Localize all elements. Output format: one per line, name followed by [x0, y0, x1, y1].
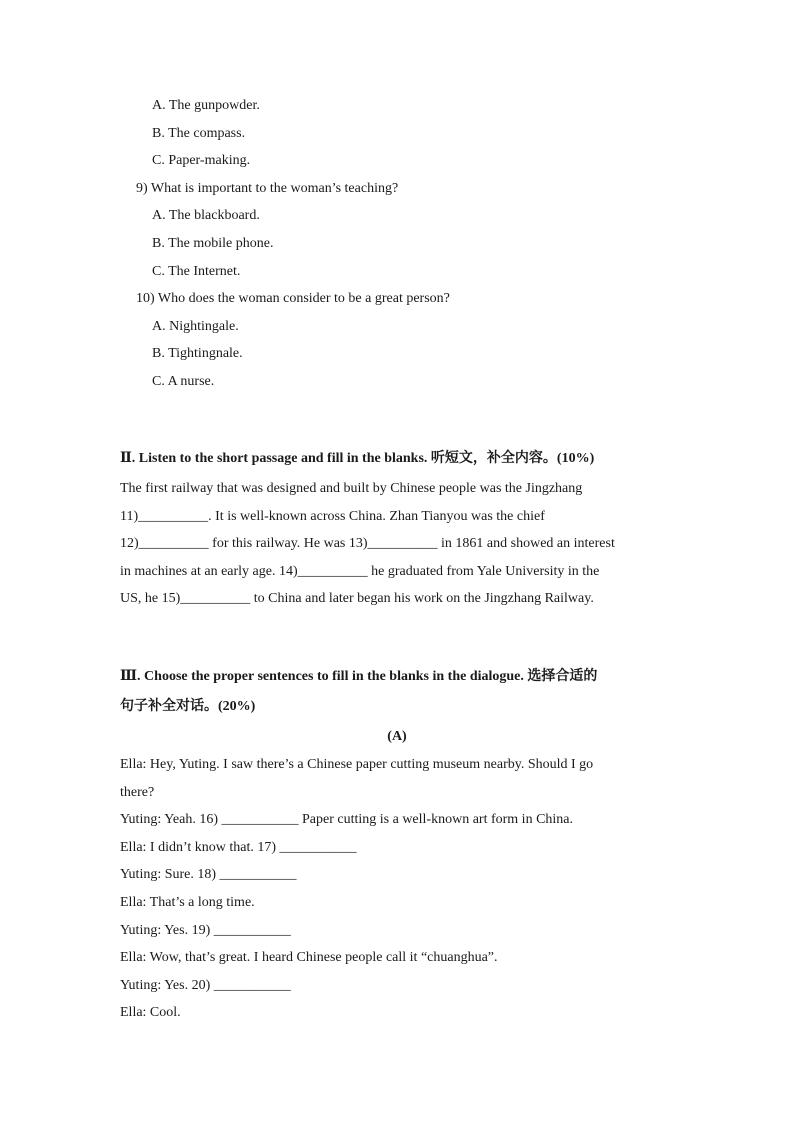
q8-option-a: A. The gunpowder.	[152, 98, 260, 113]
q9-option-c: C. The Internet.	[152, 264, 241, 279]
dialogue-line: Yuting: Yes. 20) ___________	[120, 978, 291, 993]
dialogue-line: Ella: Hey, Yuting. I saw there’s a Chinese paper cutting museum nearby. Should I go	[120, 757, 594, 772]
section2-passage-line: in machines at an early age. 14)__________ he graduated from Yale University in the	[120, 564, 600, 579]
section2-heading: Ⅱ. Listen to the short passage and fill in the blanks. 听短文，补全内容。(10%)	[120, 451, 595, 466]
section2-passage-line: US, he 15)__________ to China and later began his work on the Jingzhang Railway.	[120, 591, 594, 606]
section2-passage-line: The first railway that was designed and built by Chinese people was the Jingzhang	[120, 481, 583, 496]
dialogue-line: Yuting: Sure. 18) ___________	[120, 867, 297, 882]
q10-option-c: C. A nurse.	[152, 374, 215, 389]
q8-option-b: B. The compass.	[152, 126, 246, 141]
dialogue-a-label: (A)	[387, 729, 407, 744]
section3-heading-cont: 句子补全对话。(20%)	[120, 699, 256, 714]
q9-option-b: B. The mobile phone.	[152, 236, 274, 251]
dialogue-line: Yuting: Yeah. 16) ___________ Paper cutting is a well-known art form in China.	[120, 812, 574, 827]
q10-option-a: A. Nightingale.	[152, 319, 239, 334]
q9-question: 9) What is important to the woman’s teaching?	[136, 181, 399, 196]
dialogue-line: Ella: That’s a long time.	[120, 895, 255, 910]
q10-question: 10) Who does the woman consider to be a great person?	[136, 291, 450, 306]
dialogue-line: Yuting: Yes. 19) ___________	[120, 923, 291, 938]
section3-heading: Ⅲ. Choose the proper sentences to fill in the blanks in the dialogue. 选择合适的	[120, 669, 598, 684]
dialogue-line: Ella: Wow, that’s great. I heard Chinese people call it “chuanghua”.	[120, 950, 498, 965]
section2-passage-line: 12)__________ for this railway. He was 13)__________ in 1861 and showed an interest	[120, 536, 615, 551]
dialogue-line: Ella: Cool.	[120, 1005, 181, 1020]
dialogue-line: Ella: I didn’t know that. 17) ___________	[120, 840, 357, 855]
q9-option-a: A. The blackboard.	[152, 208, 260, 223]
dialogue-line: there?	[120, 785, 155, 800]
q10-option-b: B. Tightingnale.	[152, 346, 243, 361]
section2-passage-line: 11)__________. It is well-known across China. Zhan Tianyou was the chief	[120, 509, 545, 524]
q8-option-c: C. Paper-making.	[152, 153, 251, 168]
